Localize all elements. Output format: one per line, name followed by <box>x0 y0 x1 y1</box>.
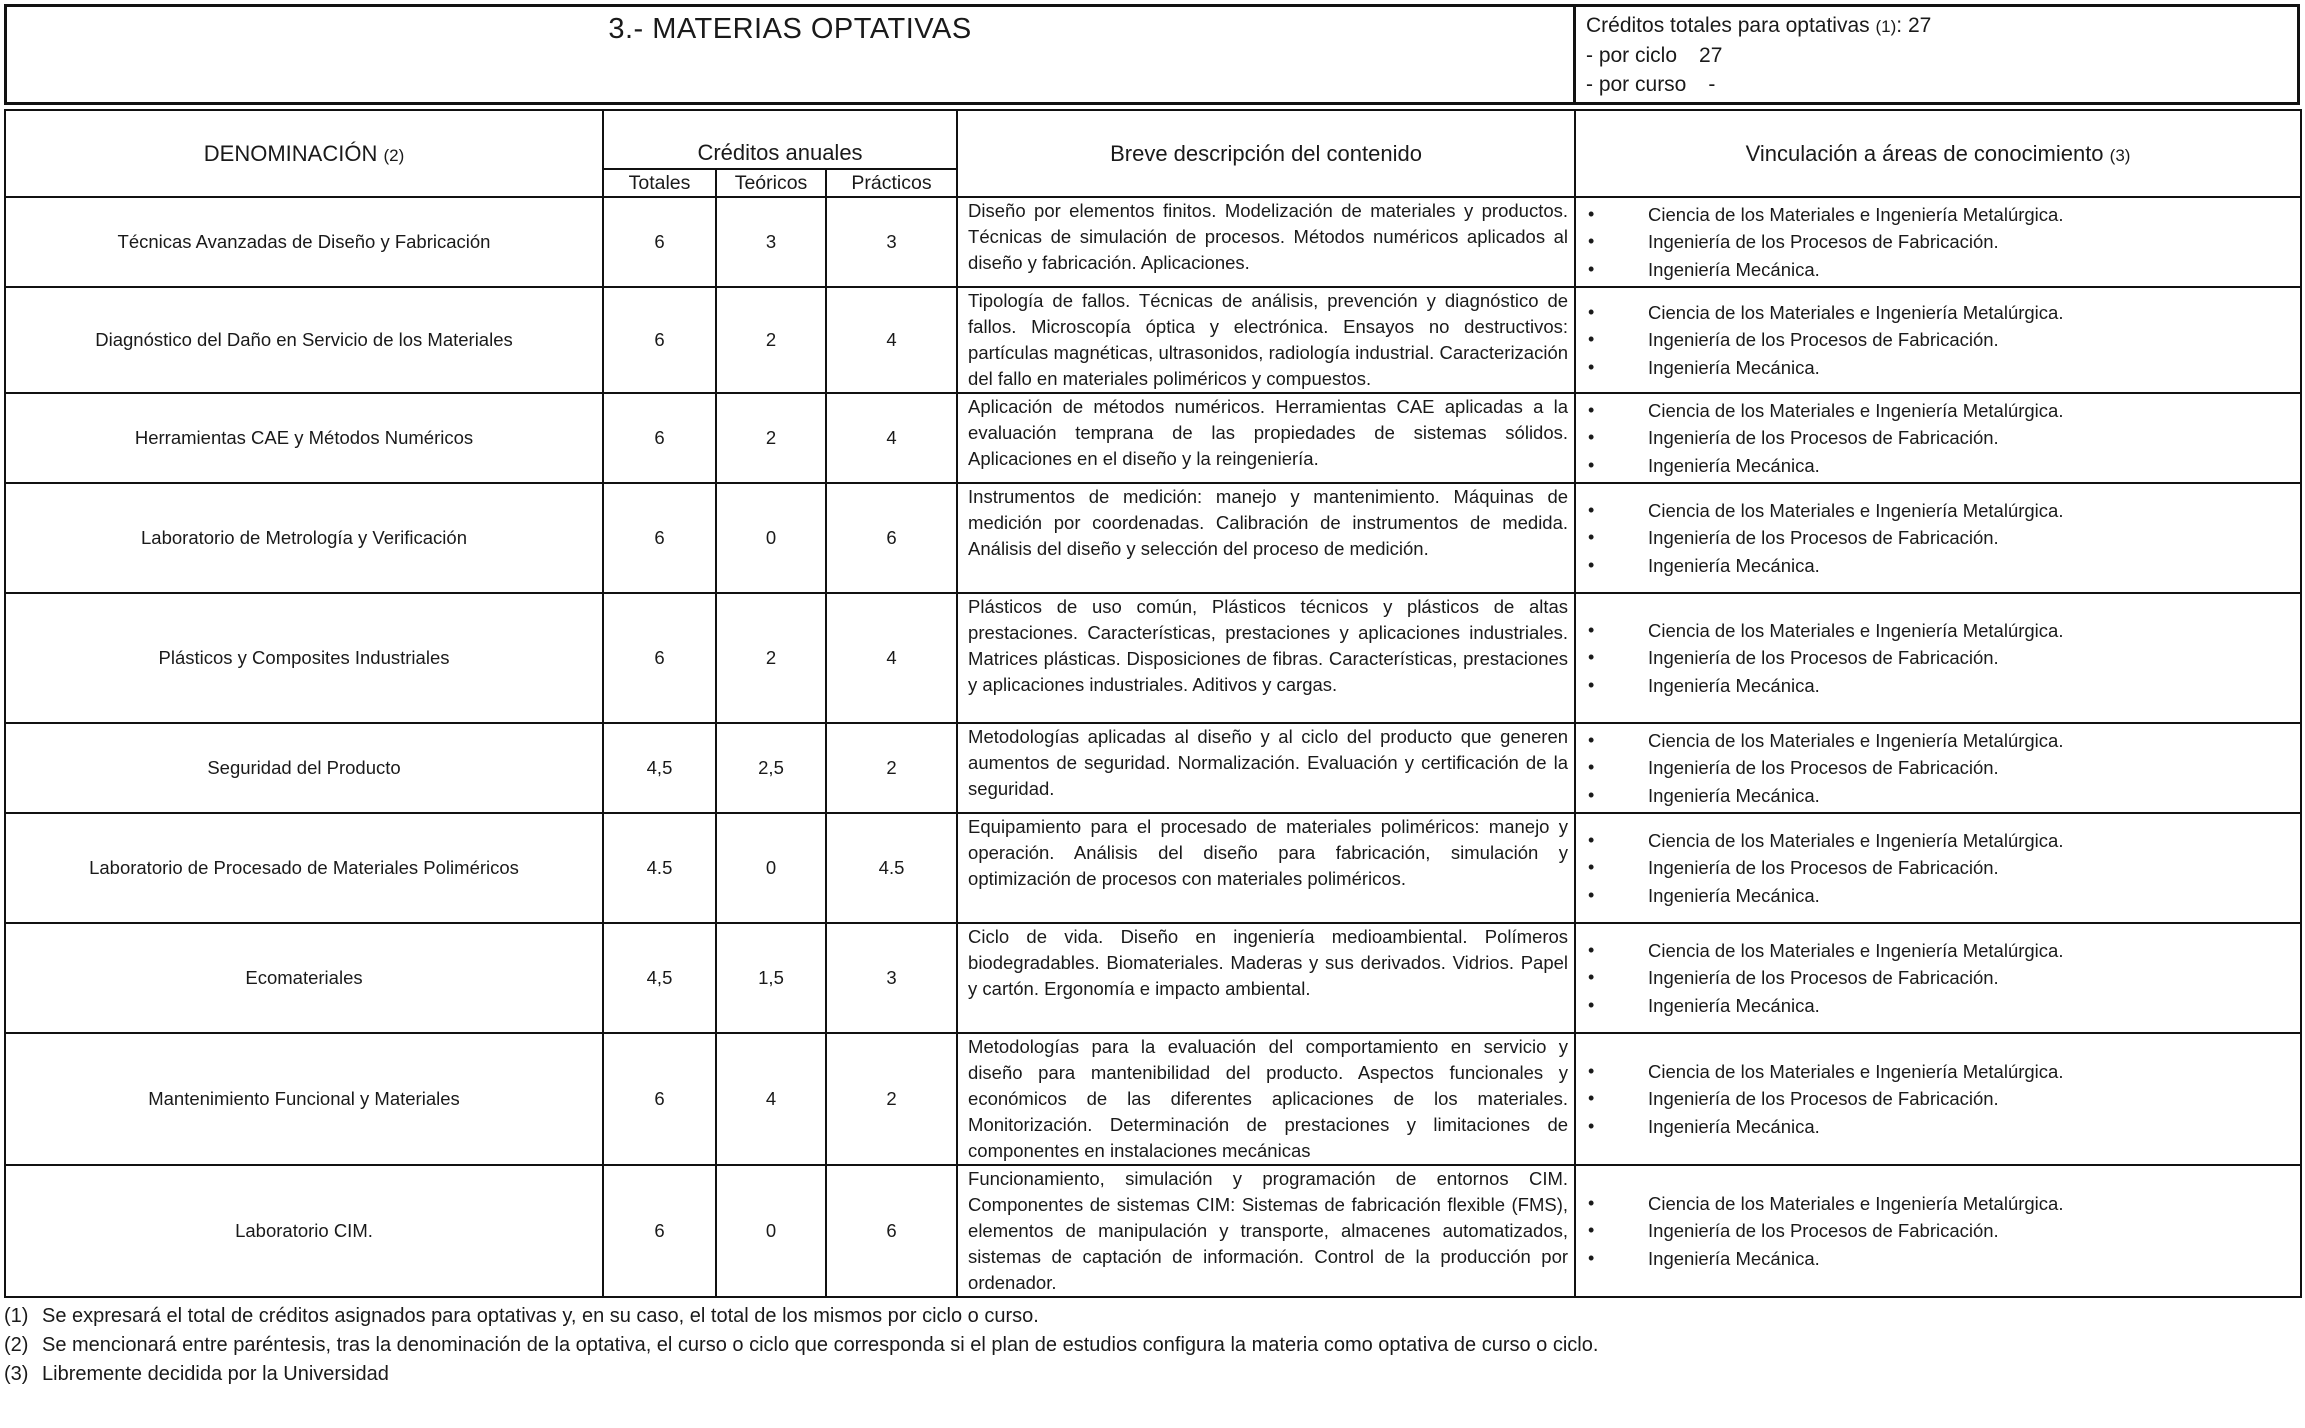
col-header-name-label: DENOMINACIÓN <box>203 140 384 166</box>
table-row <box>5 483 2301 593</box>
subject-description: Equipamiento para el procesado de materiales poliméricos: manejo y operación. Análisis del diseño para fabricación, simulación y optimización de procesos con materiales poliméricos. <box>957 813 1575 923</box>
subject-description: Metodologías para la evaluación del comportamiento en servicio y diseño para mantenibilidad del producto. Aspectos funcionales y económicos de las diferentes aplicaciones de los materiales. Monitorización. Determinación de prestaciones y limitaciones de componentes en instalaciones mecánicas <box>957 1033 1575 1165</box>
area-item: • Ciencia de los Materiales e Ingeniería Metalúrgica. <box>1586 497 2300 525</box>
area-item: • Ingeniería de los Procesos de Fabricación. <box>1586 964 2300 992</box>
credits-practicos: 4 <box>826 593 957 723</box>
credits-totales: 6 <box>603 593 716 723</box>
area-item: • Ingeniería Mecánica. <box>1586 782 2300 810</box>
col-header-description: Breve descripción del contenido <box>957 110 1575 197</box>
table-row <box>5 287 2301 393</box>
subject-description: Metodologías aplicadas al diseño y al ciclo del producto que generen aumentos de seguridad. Normalización. Evaluación y certificación de la seguridad. <box>957 723 1575 813</box>
credits-teoricos: 2 <box>716 287 826 393</box>
credits-totales: 6 <box>603 483 716 593</box>
per-course-line <box>1586 70 2297 99</box>
knowledge-areas <box>1575 1165 2301 1297</box>
credits-total-value: : 27 <box>1896 14 1932 37</box>
knowledge-areas <box>1575 483 2301 593</box>
credits-practicos: 4 <box>826 287 957 393</box>
table-row <box>5 593 2301 723</box>
credits-totales: 6 <box>603 393 716 483</box>
subject-name: Laboratorio CIM. <box>5 1165 603 1297</box>
area-item: • Ingeniería de los Procesos de Fabricación. <box>1586 228 2300 256</box>
knowledge-areas <box>1575 593 2301 723</box>
area-item: • Ingeniería Mecánica. <box>1586 256 2300 284</box>
col-header-areas <box>1575 110 2301 197</box>
credits-practicos: 6 <box>826 483 957 593</box>
col-header-teoricos: Teóricos <box>716 169 826 197</box>
per-cycle-value: 27 <box>1699 44 1723 67</box>
per-cycle-line <box>1586 41 2297 70</box>
credits-teoricos: 2 <box>716 593 826 723</box>
knowledge-areas <box>1575 813 2301 923</box>
knowledge-areas <box>1575 923 2301 1033</box>
area-item: • Ingeniería Mecánica. <box>1586 452 2300 480</box>
subject-name: Seguridad del Producto <box>5 723 603 813</box>
table-header <box>5 110 2301 197</box>
area-item: • Ciencia de los Materiales e Ingeniería Metalúrgica. <box>1586 727 2300 755</box>
page-title: 3.- MATERIAS OPTATIVAS <box>6 6 1575 104</box>
subject-description: Plásticos de uso común, Plásticos técnicos y plásticos de altas prestaciones. Características, prestaciones y aplicaciones industriales. Matrices plásticas. Disposiciones de fibras. Características, prestaciones y aplicaciones industriales. Aditivos y cargas. <box>957 593 1575 723</box>
footnote-number: (2) <box>4 1334 29 1356</box>
credits-teoricos: 3 <box>716 197 826 287</box>
table-row <box>5 1033 2301 1165</box>
areas-list <box>1586 1058 2300 1141</box>
subject-name: Técnicas Avanzadas de Diseño y Fabricación <box>5 197 603 287</box>
col-header-name-note: (2) <box>383 145 405 165</box>
col-header-practicos: Prácticos <box>826 169 957 197</box>
subject-name: Mantenimiento Funcional y Materiales <box>5 1033 603 1165</box>
footnote-text: Se mencionará entre paréntesis, tras la denominación de la optativa, el curso o ciclo que corresponda si el plan de estudios configura la materia como optativa de curso o ciclo. <box>42 1334 1599 1356</box>
subject-description: Ciclo de vida. Diseño en ingeniería medioambiental. Polímeros biodegradables. Biomateriales. Maderas y sus derivados. Vidrios. Papel y cartón. Ergonomía e impacto ambiental. <box>957 923 1575 1033</box>
credits-totales: 6 <box>603 287 716 393</box>
credits-teoricos: 2 <box>716 393 826 483</box>
area-item: • Ingeniería de los Procesos de Fabricación. <box>1586 854 2300 882</box>
area-item: • Ciencia de los Materiales e Ingeniería Metalúrgica. <box>1586 827 2300 855</box>
credits-note-ref: (1) <box>1875 17 1897 36</box>
area-item: • Ingeniería de los Procesos de Fabricación. <box>1586 424 2300 452</box>
document-sheet <box>4 4 2300 1389</box>
area-item: • Ciencia de los Materiales e Ingeniería Metalúrgica. <box>1586 1058 2300 1086</box>
credits-practicos: 3 <box>826 923 957 1033</box>
header-table <box>4 4 2300 105</box>
credits-totales: 4,5 <box>603 923 716 1033</box>
areas-list <box>1586 937 2300 1020</box>
credits-teoricos: 0 <box>716 483 826 593</box>
area-item: • Ingeniería Mecánica. <box>1586 992 2300 1020</box>
col-header-credits: Créditos anuales <box>603 110 957 169</box>
knowledge-areas <box>1575 287 2301 393</box>
credits-total-label: Créditos totales para optativas <box>1586 14 1876 37</box>
credits-teoricos: 1,5 <box>716 923 826 1033</box>
subject-name: Laboratorio de Metrología y Verificación <box>5 483 603 593</box>
subject-name: Ecomateriales <box>5 923 603 1033</box>
knowledge-areas <box>1575 1033 2301 1165</box>
per-course-value: - <box>1708 73 1716 96</box>
table-body <box>5 197 2301 1297</box>
subject-name: Laboratorio de Procesado de Materiales Poliméricos <box>5 813 603 923</box>
area-item: • Ingeniería Mecánica. <box>1586 672 2300 700</box>
subjects-table <box>4 109 2302 1298</box>
table-row <box>5 923 2301 1033</box>
area-item: • Ingeniería de los Procesos de Fabricación. <box>1586 1217 2300 1245</box>
footnote <box>4 1302 2300 1331</box>
credits-practicos: 4.5 <box>826 813 957 923</box>
footnote-text: Libremente decidida por la Universidad <box>42 1363 389 1385</box>
footnote-number: (3) <box>4 1363 29 1385</box>
credits-teoricos: 2,5 <box>716 723 826 813</box>
subject-name: Plásticos y Composites Industriales <box>5 593 603 723</box>
table-row <box>5 1165 2301 1297</box>
areas-list <box>1586 397 2300 480</box>
credits-practicos: 4 <box>826 393 957 483</box>
subject-description: Aplicación de métodos numéricos. Herramientas CAE aplicadas a la evaluación temprana de las propiedades de sistemas sólidos. Aplicaciones en el diseño y la reingeniería. <box>957 393 1575 483</box>
footnote <box>4 1360 2300 1389</box>
areas-list <box>1586 617 2300 700</box>
credits-totales: 6 <box>603 1033 716 1165</box>
subject-description: Funcionamiento, simulación y programación de entornos CIM. Componentes de sistemas CIM: Sistemas de fabricación flexible (FMS), elementos de manipulación y transporte, almacenes automatizados, sistemas de captación de información. Control de la producción por ordenador. <box>957 1165 1575 1297</box>
footnote-text: Se expresará el total de créditos asignados para optativas y, en su caso, el total de los mismos por ciclo o curso. <box>42 1305 1039 1327</box>
col-header-name <box>5 110 603 197</box>
credits-totales: 6 <box>603 1165 716 1297</box>
areas-list <box>1586 497 2300 580</box>
area-item: • Ingeniería Mecánica. <box>1586 1245 2300 1273</box>
area-item: • Ingeniería Mecánica. <box>1586 882 2300 910</box>
credits-total-line <box>1586 11 2297 41</box>
subject-description: Instrumentos de medición: manejo y mantenimiento. Máquinas de medición por coordenadas. Calibración de instrumentos de medida. Análisis del diseño y selección del proceso de medición. <box>957 483 1575 593</box>
footnotes <box>4 1302 2300 1389</box>
areas-list <box>1586 1190 2300 1273</box>
table-row <box>5 393 2301 483</box>
table-row <box>5 813 2301 923</box>
col-header-areas-label: Vinculación a áreas de conocimiento <box>1745 140 2110 166</box>
per-course-label: - por curso <box>1586 73 1687 96</box>
knowledge-areas <box>1575 197 2301 287</box>
area-item: • Ciencia de los Materiales e Ingeniería Metalúrgica. <box>1586 201 2300 229</box>
area-item: • Ingeniería de los Procesos de Fabricación. <box>1586 754 2300 782</box>
areas-list <box>1586 299 2300 382</box>
area-item: • Ingeniería de los Procesos de Fabricación. <box>1586 326 2300 354</box>
table-row <box>5 723 2301 813</box>
area-item: • Ciencia de los Materiales e Ingeniería Metalúrgica. <box>1586 937 2300 965</box>
credits-teoricos: 0 <box>716 813 826 923</box>
area-item: • Ingeniería de los Procesos de Fabricación. <box>1586 524 2300 552</box>
credits-totales: 4.5 <box>603 813 716 923</box>
subject-description: Tipología de fallos. Técnicas de análisis, prevención y diagnóstico de fallos. Microscopía óptica y electrónica. Ensayos no destructivos: partículas magnéticas, ultrasonidos, radiología industrial. Caracterización del fallo en materiales poliméricos y compuestos. <box>957 287 1575 393</box>
credits-practicos: 2 <box>826 723 957 813</box>
col-header-totales: Totales <box>603 169 716 197</box>
area-item: • Ingeniería Mecánica. <box>1586 354 2300 382</box>
areas-list <box>1586 727 2300 810</box>
area-item: • Ciencia de los Materiales e Ingeniería Metalúrgica. <box>1586 617 2300 645</box>
area-item: • Ingeniería Mecánica. <box>1586 552 2300 580</box>
col-header-areas-note: (3) <box>2109 145 2131 165</box>
areas-list <box>1586 827 2300 910</box>
knowledge-areas <box>1575 393 2301 483</box>
credits-teoricos: 0 <box>716 1165 826 1297</box>
per-cycle-label: - por ciclo <box>1586 44 1678 67</box>
knowledge-areas <box>1575 723 2301 813</box>
table-row <box>5 197 2301 287</box>
credits-teoricos: 4 <box>716 1033 826 1165</box>
credits-totales: 6 <box>603 197 716 287</box>
credits-practicos: 2 <box>826 1033 957 1165</box>
footnote <box>4 1331 2300 1360</box>
credits-summary <box>1575 6 2299 104</box>
subject-description: Diseño por elementos finitos. Modelización de materiales y productos. Técnicas de simulación de procesos. Métodos numéricos aplicados al diseño y fabricación. Aplicaciones. <box>957 197 1575 287</box>
credits-practicos: 6 <box>826 1165 957 1297</box>
area-item: • Ingeniería de los Procesos de Fabricación. <box>1586 1085 2300 1113</box>
footnote-number: (1) <box>4 1305 29 1327</box>
areas-list <box>1586 201 2300 284</box>
area-item: • Ingeniería de los Procesos de Fabricación. <box>1586 644 2300 672</box>
credits-totales: 4,5 <box>603 723 716 813</box>
area-item: • Ciencia de los Materiales e Ingeniería Metalúrgica. <box>1586 397 2300 425</box>
subject-name: Diagnóstico del Daño en Servicio de los Materiales <box>5 287 603 393</box>
area-item: • Ciencia de los Materiales e Ingeniería Metalúrgica. <box>1586 299 2300 327</box>
subject-name: Herramientas CAE y Métodos Numéricos <box>5 393 603 483</box>
credits-practicos: 3 <box>826 197 957 287</box>
area-item: • Ingeniería Mecánica. <box>1586 1113 2300 1141</box>
area-item: • Ciencia de los Materiales e Ingeniería Metalúrgica. <box>1586 1190 2300 1218</box>
